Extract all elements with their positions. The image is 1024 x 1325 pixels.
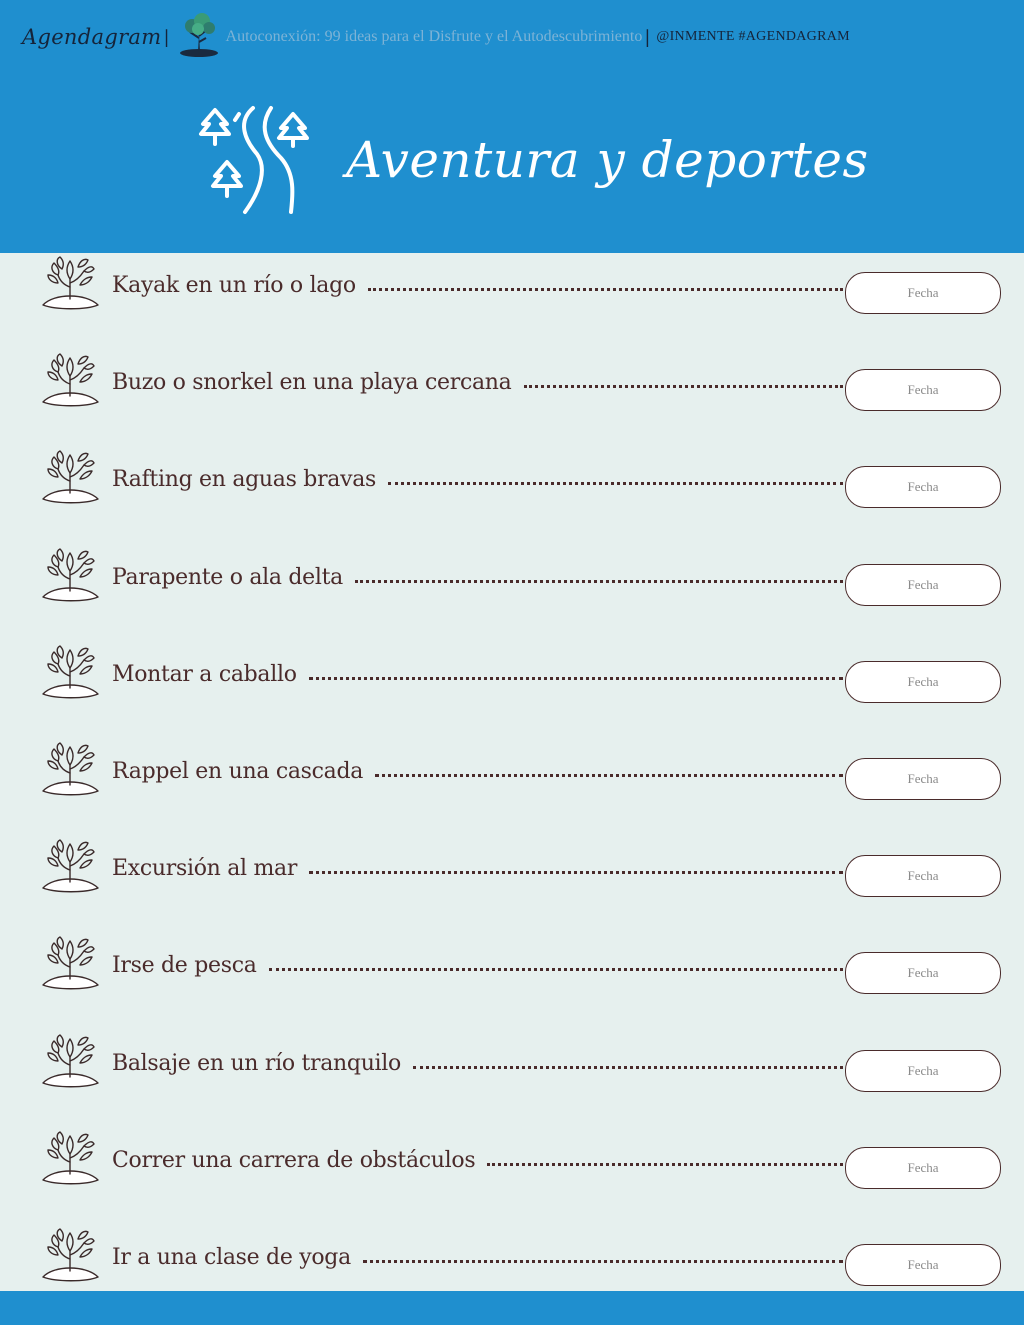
date-field[interactable] [845,952,1001,994]
activity-row [0,253,1024,350]
activity-label: Irse de pesca [112,953,257,979]
date-placeholder: Fecha [907,673,939,689]
activity-list [0,253,1024,1291]
activity-row [0,1031,1024,1128]
date-field[interactable] [845,564,1001,606]
sprout-icon [40,1128,102,1192]
activity-row [0,350,1024,447]
activity-label: Ir a una clase de yoga [112,1245,351,1270]
sprout-icon [40,1031,102,1095]
date-placeholder: Fecha [907,576,939,592]
activity-row [0,836,1024,933]
header-banner [0,0,1024,253]
dotted-leader [388,478,843,485]
page-title: Aventura y deportes [346,130,869,189]
date-field[interactable] [845,272,1001,314]
activity-label: Rappel en una cascada [112,759,364,784]
tree-logo-icon [178,12,220,62]
dotted-leader [524,381,843,388]
date-field[interactable] [845,855,1001,897]
date-field[interactable] [845,1147,1001,1189]
activity-row [0,545,1024,642]
sprout-icon [40,1225,102,1289]
dotted-leader [309,867,843,874]
dotted-leader [309,673,843,680]
date-placeholder: Fecha [907,479,939,495]
date-field[interactable] [845,1050,1001,1092]
sprout-icon [40,836,102,900]
date-placeholder: Fecha [907,868,939,884]
footer-bar [0,1291,1024,1325]
date-placeholder: Fecha [907,285,939,300]
sprout-icon [40,642,102,706]
top-line [22,12,1024,62]
activity-label: Excursión al mar [112,856,298,882]
title-block [195,100,869,219]
activity-row [0,1128,1024,1225]
activity-label: Buzo o snorkel en una playa cercana [112,370,512,396]
activity-label: Balsaje en un río tranquilo [112,1050,401,1076]
dotted-leader [487,1159,843,1166]
date-placeholder: Fecha [907,1159,939,1175]
date-placeholder: Fecha [907,771,939,786]
trees-path-icon [195,100,310,219]
date-field[interactable] [845,466,1001,508]
sprout-icon [40,933,102,997]
date-field[interactable] [845,369,1001,411]
date-placeholder: Fecha [907,382,939,398]
sprout-icon [40,253,102,317]
social-handle: @INMENTE #AGENDAGRAM [656,29,850,44]
brand-name: Agendagram [22,25,162,49]
subtitle: Autoconexión: 99 ideas para el Disfrute y el Autodescubrimiento [225,28,643,45]
activity-label: Parapente o ala delta [112,564,343,590]
sprout-icon [40,545,102,609]
date-placeholder: Fecha [907,1062,939,1078]
activity-row [0,933,1024,1030]
dotted-leader [368,284,843,291]
separator-2: | [644,26,651,48]
activity-label: Kayak en un río o lago [112,273,356,298]
dotted-leader [375,770,843,777]
sprout-icon [40,350,102,414]
separator: | [163,26,170,48]
dotted-leader [363,1256,843,1263]
date-placeholder: Fecha [907,965,939,981]
date-placeholder: Fecha [907,1257,939,1272]
sprout-icon [40,739,102,803]
dotted-leader [269,964,843,971]
activity-label: Correr una carrera de obstáculos [112,1147,476,1173]
activity-label: Rafting en aguas bravas [112,467,377,493]
sprout-icon [40,447,102,511]
activity-row [0,642,1024,739]
activity-label: Montar a caballo [112,661,297,687]
activity-row [0,739,1024,836]
date-field[interactable] [845,1244,1001,1286]
date-field[interactable] [845,661,1001,703]
activity-row [0,447,1024,544]
date-field[interactable] [845,758,1001,800]
dotted-leader [355,576,843,583]
dotted-leader [413,1062,843,1069]
